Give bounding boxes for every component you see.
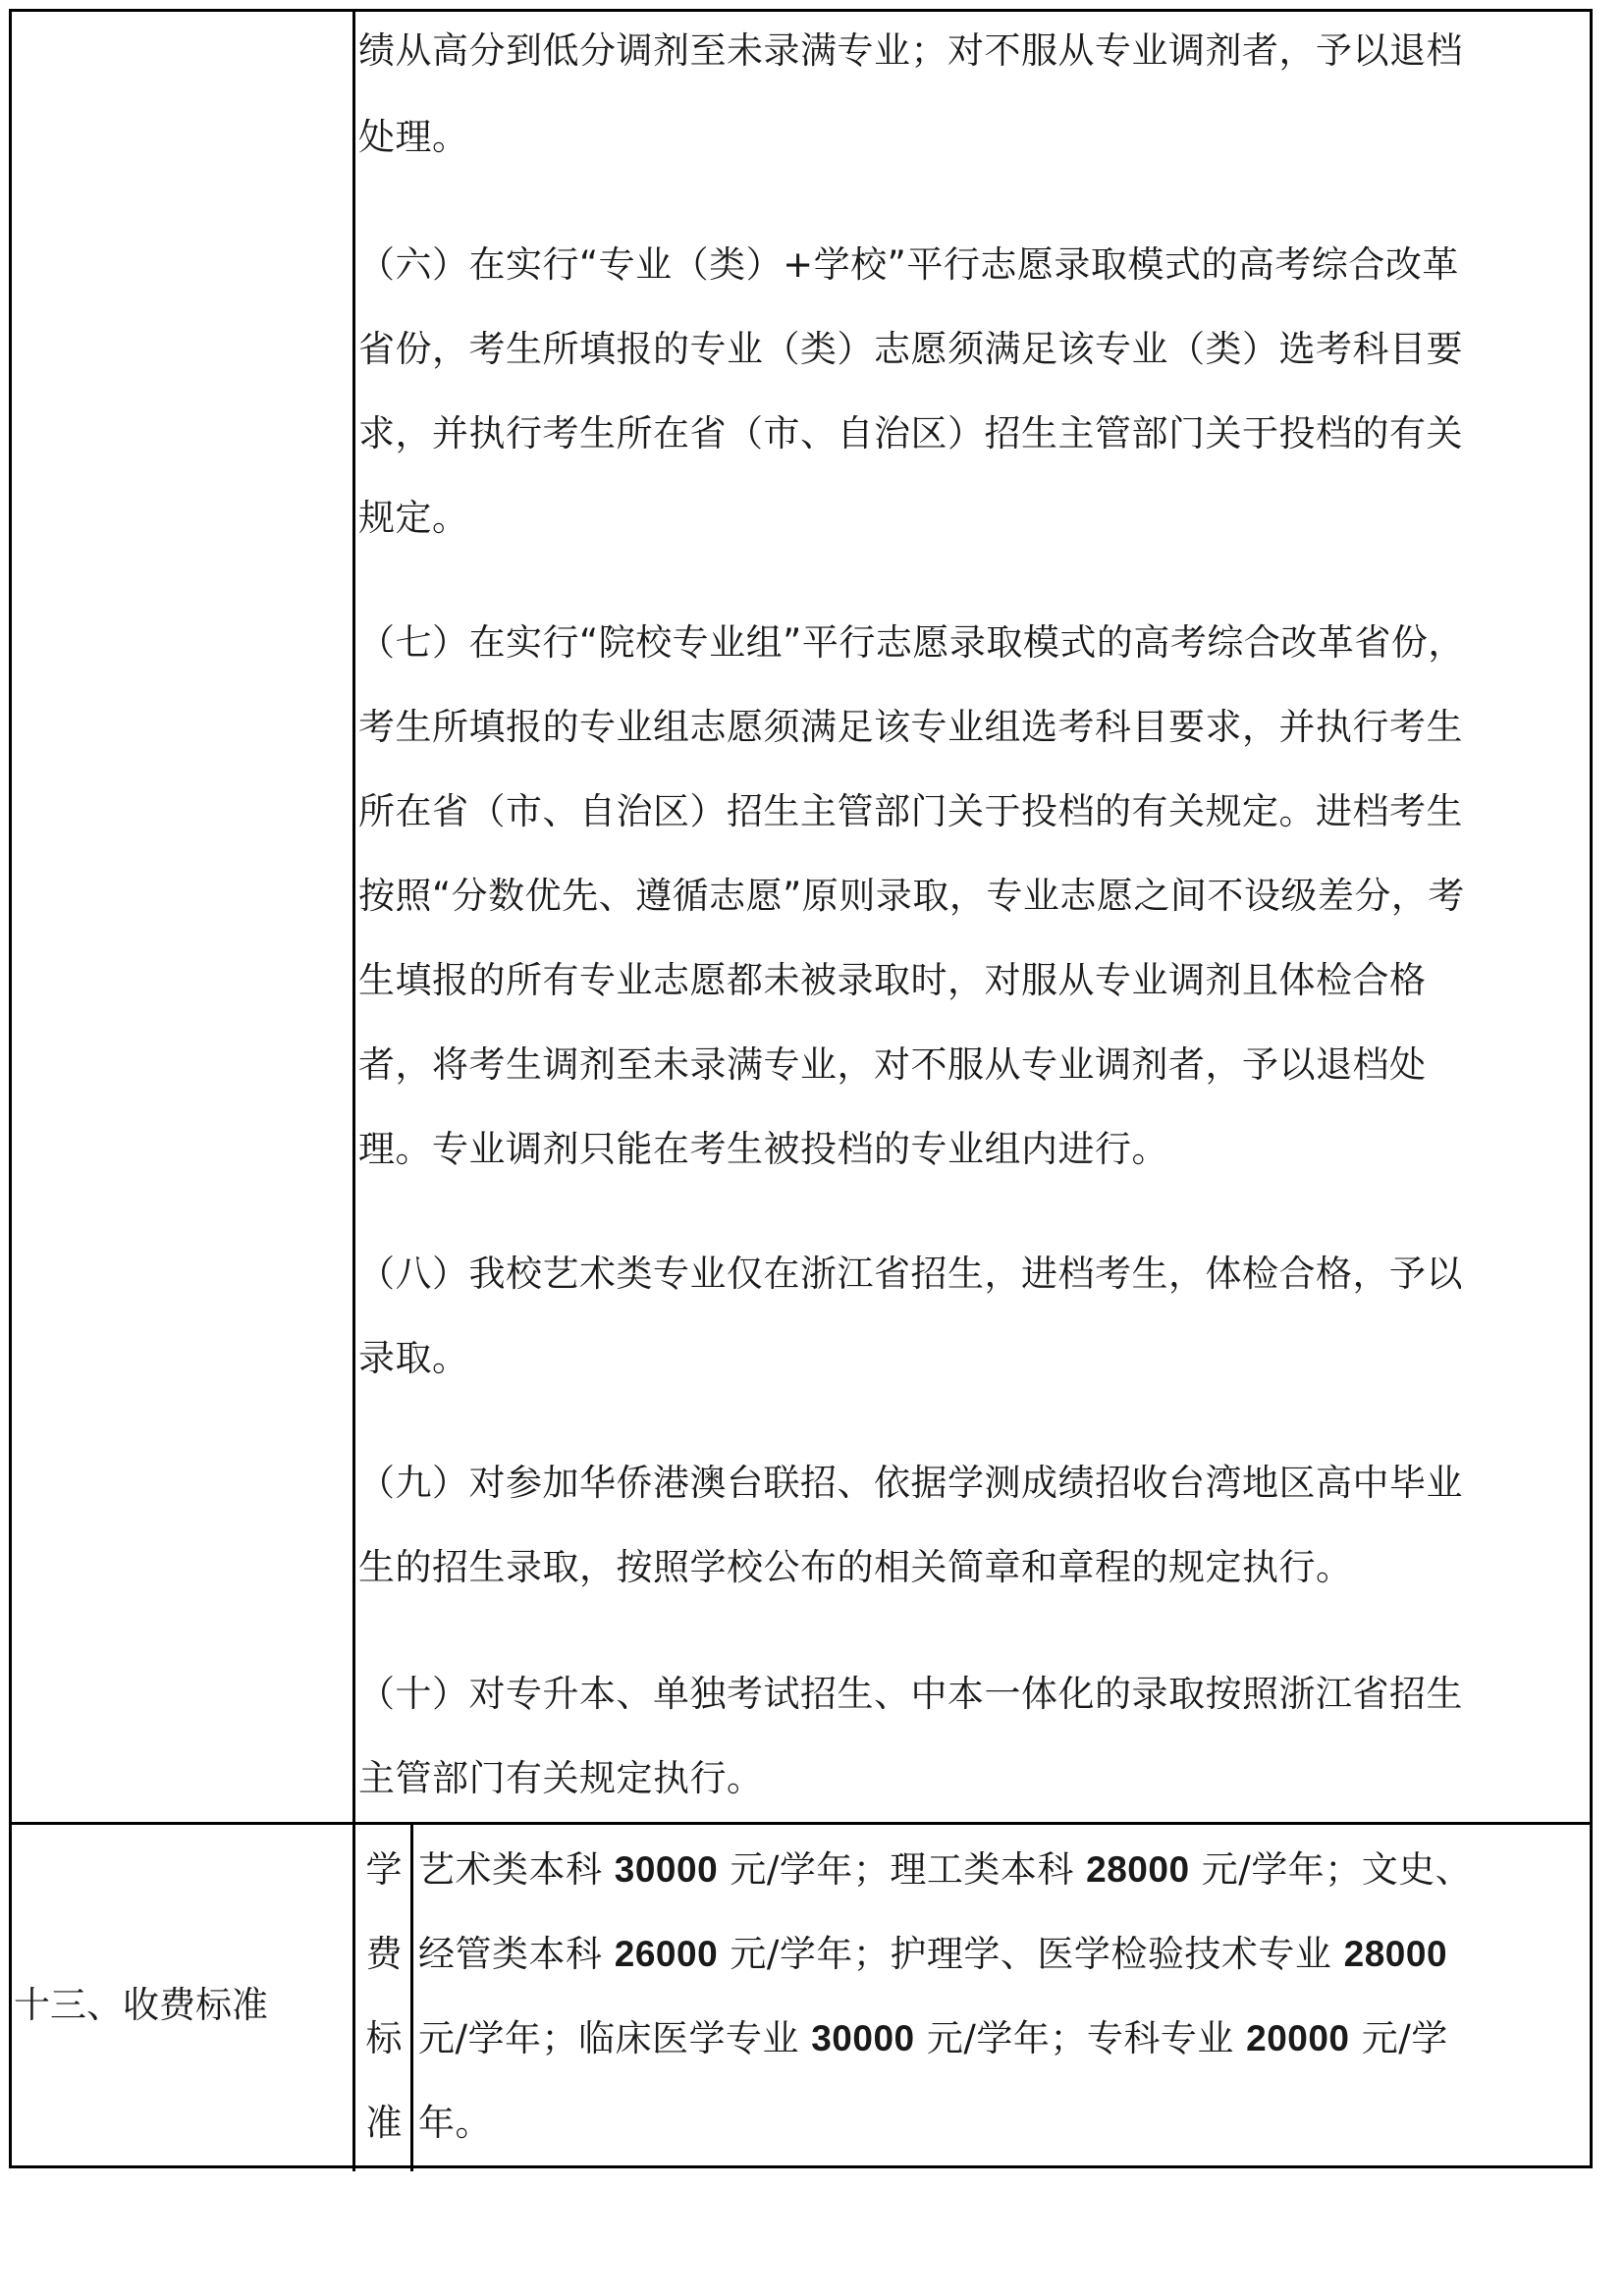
fee-sub-label-char: 学: [365, 1848, 403, 1891]
fee-line: [418, 1912, 1447, 1997]
paragraph-line: 者，将考生调剂至未录满专业，对不服从专业调剂者，予以退档处: [358, 1043, 1427, 1086]
fee-sub-label-char: 费: [365, 1933, 403, 1975]
fee-amount: 30000: [811, 2018, 915, 2058]
fee-amount: 28000: [1086, 1849, 1190, 1890]
paragraph-line: 求，并执行考生所在省（市、自治区）招生主管部门关于投档的有关: [358, 412, 1463, 454]
fee-sub-label-char: 标: [365, 2017, 403, 2059]
fee-row-label: 十三、收费标准: [14, 1984, 268, 2026]
paragraph-line: 处理。: [358, 116, 469, 158]
paragraph-line: （九）对参加华侨港澳台联招、依据学测成绩招收台湾地区高中毕业: [358, 1462, 1463, 1504]
fee-text: 元/学年；专科专业: [914, 2017, 1247, 2059]
paragraph-line: （六）在实行“专业（类）+学校”平行志愿录取模式的高考综合改革: [358, 243, 1459, 286]
fee-text: 艺术类本科: [418, 1848, 615, 1891]
fee-amount: 28000: [1343, 1934, 1448, 1974]
fee-text: 元/学年；临床医学专业: [418, 2017, 812, 2059]
paragraph-line: 绩从高分到低分调剂至未录满专业；对不服从专业调剂者，予以退档: [358, 29, 1463, 72]
paragraph-line: （七）在实行“院校专业组”平行志愿录取模式的高考综合改革省份，: [358, 621, 1465, 664]
fee-amount: 20000: [1246, 2018, 1350, 2058]
fee-text: 元/学年；理工类本科: [718, 1848, 1087, 1891]
column-divider: [352, 9, 355, 2171]
paragraph-line: 省份，考生所填报的专业（类）志愿须满足该专业（类）选考科目要: [358, 328, 1463, 370]
paragraph-line: （十）对专升本、单独考试招生、中本一体化的录取按照浙江省招生: [358, 1673, 1463, 1715]
fee-text: 元/学年；文史、: [1189, 1848, 1473, 1891]
paragraph-line: 生填报的所有专业志愿都未被录取时，对服从专业调剂且体检合格: [358, 959, 1427, 1001]
paragraph-line: 考生所填报的专业组志愿须满足该专业组选考科目要求，并执行考生: [358, 706, 1463, 748]
paragraph-line: 生的招生录取，按照学校公布的相关简章和章程的规定执行。: [358, 1546, 1353, 1588]
fee-text: 元/学: [1349, 2017, 1448, 2059]
paragraph-line: 规定。: [358, 497, 469, 539]
fee-text: 经管类本科: [418, 1933, 615, 1975]
sub-column-divider: [410, 1822, 413, 2171]
fee-amount: 30000: [614, 1849, 719, 1890]
fee-sub-label-char: 准: [365, 2102, 403, 2144]
paragraph-line: 按照“分数优先、遵循志愿”原则录取，专业志愿之间不设级差分，考: [358, 875, 1465, 917]
fee-text: 年。: [418, 2102, 492, 2144]
fee-amount: 26000: [614, 1934, 719, 1974]
paragraph-line: （八）我校艺术类专业仅在浙江省招生，进档考生，体检合格，予以: [358, 1253, 1463, 1295]
fee-line: [418, 1997, 1448, 2081]
paragraph-line: 录取。: [358, 1337, 469, 1379]
paragraph-line: 理。专业调剂只能在考生被投档的专业组内进行。: [358, 1128, 1168, 1170]
row-divider: [9, 1822, 1593, 1825]
fee-line: [418, 1828, 1472, 1912]
fee-text: 元/学年；护理学、医学检验技术专业: [718, 1933, 1344, 1975]
paragraph-line: 所在省（市、自治区）招生主管部门关于投档的有关规定。进档考生: [358, 790, 1463, 832]
paragraph-line: 主管部门有关规定执行。: [358, 1757, 764, 1799]
fee-line: [418, 2081, 492, 2165]
